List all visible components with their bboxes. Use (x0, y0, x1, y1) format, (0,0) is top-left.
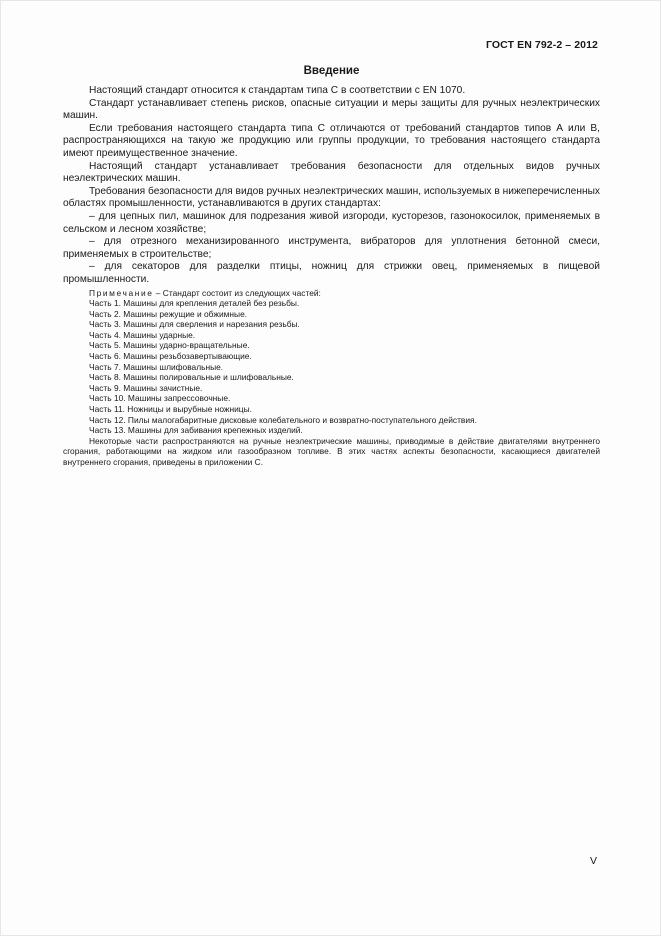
note-closing: Некоторые части распространяются на ручные неэлектрические машины, приводимые в действие двигателями внутреннего сгорания, работающими на жидком или газообразном топливе. В этих частях аспекты безопасности, касающиеся двигателей внутреннего сгорания, приведены в приложении С. (63, 435, 600, 467)
note-part: Часть 5. Машины ударно-вращательные. (89, 340, 250, 351)
note-part: Часть 9. Машины зачистные. (89, 382, 203, 393)
note-part: Часть 7. Машины шлифовальные. (89, 361, 224, 372)
note-part: Часть 2. Машины режущие и обжимные. (89, 308, 248, 319)
note-part: Часть 1. Машины для крепления деталей без резьбы. (89, 298, 300, 309)
paragraph: Если требования настоящего стандарта типа С отличаются от требований стандартов типов А или В, распространяющихся на такую же продукцию или группы продукции, то требования настоящего стандарта имеют преимущественное значение. (63, 122, 600, 159)
document-body (63, 85, 600, 468)
paragraph: Настоящий стандарт относится к стандартам типа С в соответствии с EN 1070. (89, 85, 466, 96)
document-code: ГОСТ EN 792-2 – 2012 (485, 39, 598, 51)
note-block (63, 288, 600, 468)
paragraph: Настоящий стандарт устанавливает требования безопасности для отдельных видов ручных неэлектрических машин. (63, 160, 600, 185)
paragraph: Требования безопасности для видов ручных неэлектрических машин, используемых в нижеперечисленных областях промышленности, устанавливаются в других стандартах: (63, 185, 600, 210)
note-part: Часть 11. Ножницы и вырубные ножницы. (89, 404, 252, 415)
note-part: Часть 10. Машины запрессовочные. (89, 393, 231, 404)
note-part: Часть 6. Машины резьбозавертывающие. (89, 351, 252, 362)
note-label: Примечание (89, 287, 154, 298)
note-part: Часть 4. Машины ударные. (89, 329, 196, 340)
note-part: Часть 3. Машины для сверления и нарезания резьбы. (89, 319, 300, 330)
note-intro: – Стандарт состоит из следующих частей: (153, 287, 321, 298)
note-part: Часть 12. Пилы малогабаритные дисковые колебательного и возвратно-поступательного действия. (89, 414, 477, 425)
note-part: Часть 13. Машины для забивания крепежных изделий. (89, 425, 303, 436)
section-title: Введение (303, 65, 360, 77)
note-part: Часть 8. Машины полировальные и шлифовальные. (89, 372, 294, 383)
list-item: – для отрезного механизированного инструмента, вибраторов для уплотнения бетонной смеси, применяемых в строительстве; (63, 236, 600, 260)
list-item: – для секаторов для разделки птицы, ножниц для стрижки овец, применяемых в пищевой промышленности. (63, 261, 600, 285)
note-heading (63, 288, 600, 299)
list-item: – для цепных пил, машинок для подрезания живой изгороди, кусторезов, газонокосилок, применяемых в сельском и лесном хозяйстве; (63, 210, 600, 235)
page-number: V (589, 855, 597, 867)
paragraph: Стандарт устанавливает степень рисков, опасные ситуации и меры защиты для ручных неэлектрических машин. (63, 97, 600, 122)
